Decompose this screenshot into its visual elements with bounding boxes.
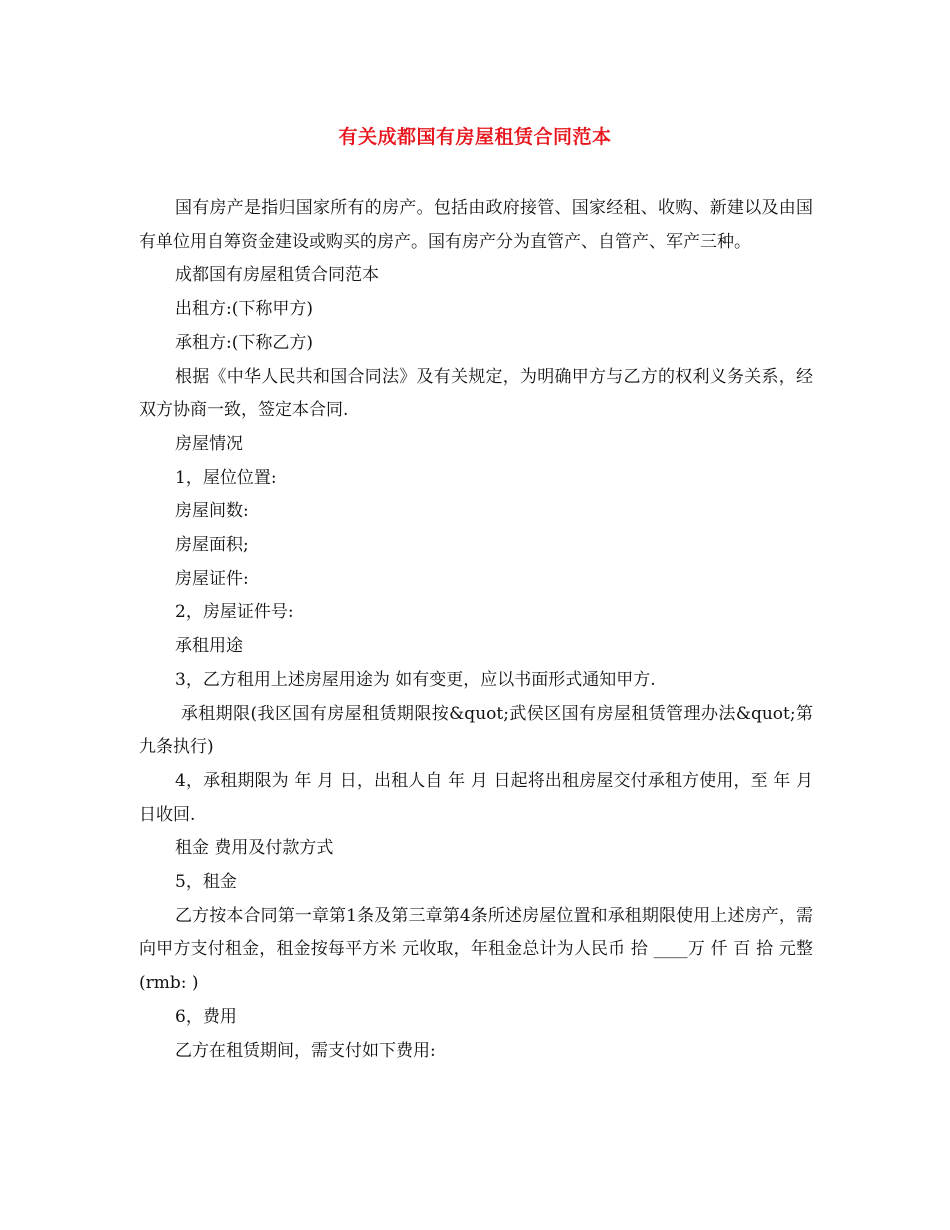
paragraph: 1，屋位位置: <box>175 467 277 488</box>
paragraph: 乙方在租赁期间，需支付如下费用: <box>175 1040 436 1061</box>
section-heading: 租金 费用及付款方式 <box>175 838 334 859</box>
paragraph: 房屋证件: <box>175 568 249 589</box>
paragraph: 5，租金 <box>175 872 237 893</box>
paragraph: 出租方:(下称甲方) <box>175 299 313 320</box>
paragraph: 2，房屋证件号: <box>175 602 294 623</box>
paragraph: 6，费用 <box>175 1006 237 1027</box>
section-heading: 承租期限(我区国有房屋租赁期限按&quot;武侯区国有房屋租赁管理办法&quot;第九条执行) <box>139 703 813 758</box>
paragraph: 乙方按本合同第一章第1条及第三章第4条所述房屋位置和承租期限使用上述房产，需向甲方支付租金，租金按每平方米 元收取，年租金总计为人民币 拾 ____万 仟 百 拾 元整(rmb: ) <box>139 905 813 994</box>
paragraph: 4，承租期限为 年 月 日，出租人自 年 月 日起将出租房屋交付承租方使用，至 年 月 日收回. <box>139 770 819 825</box>
section-heading: 承租用途 <box>175 636 243 657</box>
paragraph: 房屋面积; <box>175 535 249 556</box>
paragraph: 承租方:(下称乙方) <box>175 332 313 353</box>
paragraph: 成都国有房屋租赁合同范本 <box>175 265 379 286</box>
paragraph: 3，乙方租用上述房屋用途为 如有变更，应以书面形式通知甲方. <box>175 669 656 690</box>
section-heading: 房屋情况 <box>175 433 243 454</box>
paragraph: 根据《中华人民共和国合同法》及有关规定，为明确甲方与乙方的权利义务关系，经双方协商一致，签定本合同. <box>139 366 813 421</box>
document-body <box>139 192 819 1068</box>
document-title: 有关成都国有房屋租赁合同范本 <box>338 126 612 148</box>
paragraph: 房屋间数: <box>175 501 249 522</box>
paragraph: 国有房产是指归国家所有的房产。包括由政府接管、国家经租、收购、新建以及由国有单位用自筹资金建设或购买的房产。国有房产分为直管产、自管产、军产三种。 <box>139 198 813 252</box>
